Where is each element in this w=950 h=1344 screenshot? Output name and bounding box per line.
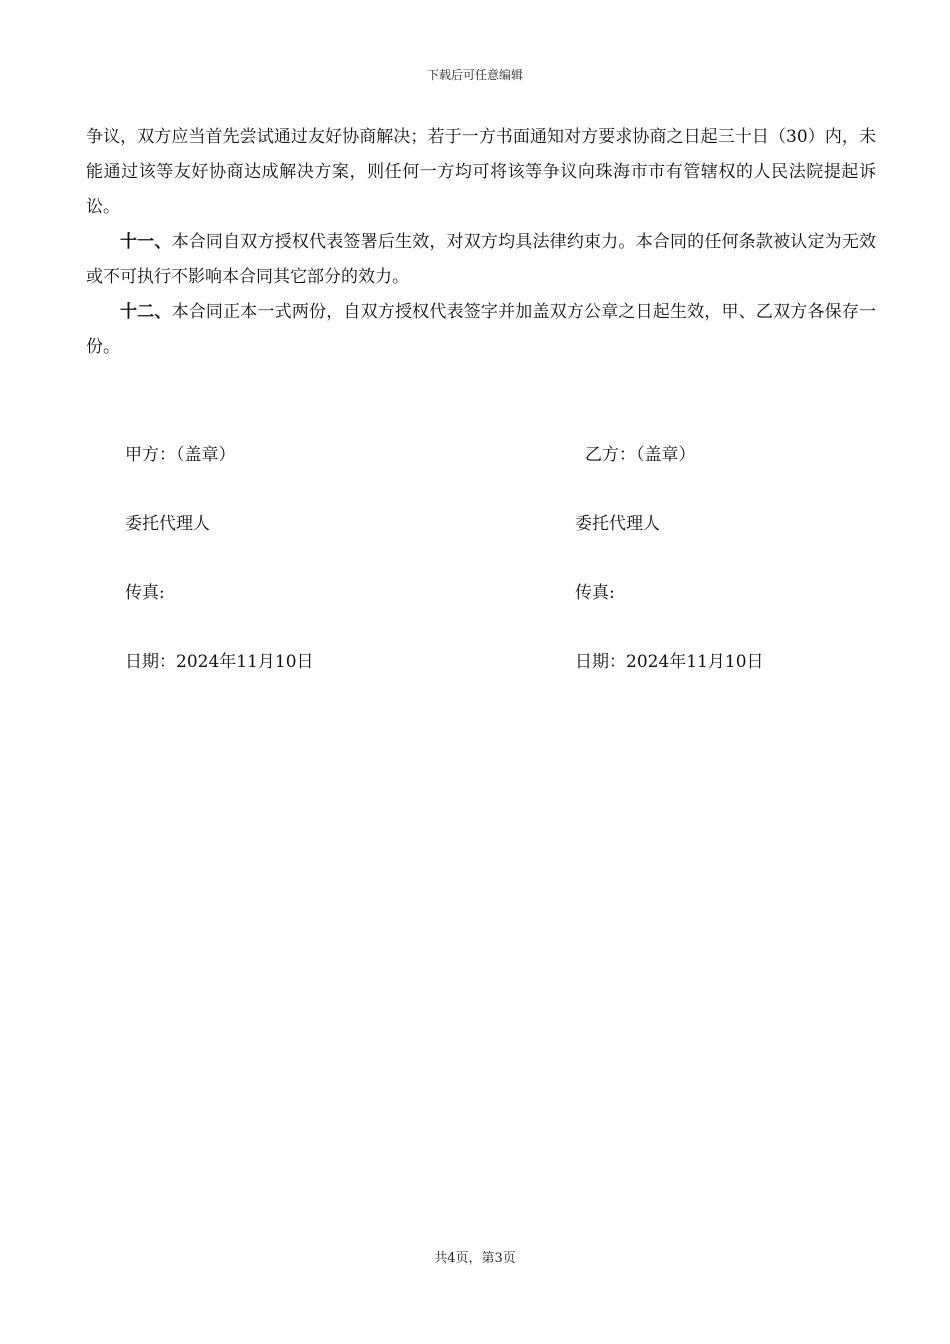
clause-11-number: 十一、 — [120, 232, 172, 252]
party-b-fax: 传真: — [575, 583, 615, 603]
signature-row-fax — [125, 578, 825, 647]
paragraph-clause-12 — [86, 295, 876, 365]
party-a-fax: 传真: — [125, 583, 165, 603]
party-b-date: 日期：2024年11月10日 — [575, 652, 764, 672]
contract-body — [86, 120, 876, 365]
signature-row-seal — [125, 440, 825, 509]
signature-row-date — [125, 647, 825, 716]
header-note: 下载后可任意编辑 — [426, 68, 523, 82]
party-b-agent: 委托代理人 — [575, 514, 660, 534]
party-a-seal: 甲方：（盖章） — [125, 445, 236, 465]
party-a-agent: 委托代理人 — [125, 514, 210, 534]
clause-12-text: 本合同正本一式两份，自双方授权代表签字并加盖双方公章之日起生效，甲、乙双方各保存一份。 — [86, 302, 877, 357]
paragraph-clause-11 — [86, 225, 876, 295]
signature-row-agent — [125, 509, 825, 578]
paragraph-dispute: 争议，双方应当首先尝试通过友好协商解决；若于一方书面通知对方要求协商之日起三十日（30）内，未能通过该等友好协商达成解决方案，则任何一方均可将该等争议向珠海市市有管辖权的人民法院提起诉讼。 — [86, 127, 876, 217]
clause-11-text: 本合同自双方授权代表签署后生效，对双方均具法律约束力。本合同的任何条款被认定为无效或不可执行不影响本合同其它部分的效力。 — [86, 232, 877, 287]
signature-block — [125, 440, 825, 716]
party-a-date: 日期：2024年11月10日 — [125, 652, 314, 672]
party-b-seal: 乙方：（盖章） — [585, 445, 696, 465]
page-footer: 共4页，第3页 — [434, 1251, 516, 1266]
clause-12-number: 十二、 — [120, 302, 172, 322]
